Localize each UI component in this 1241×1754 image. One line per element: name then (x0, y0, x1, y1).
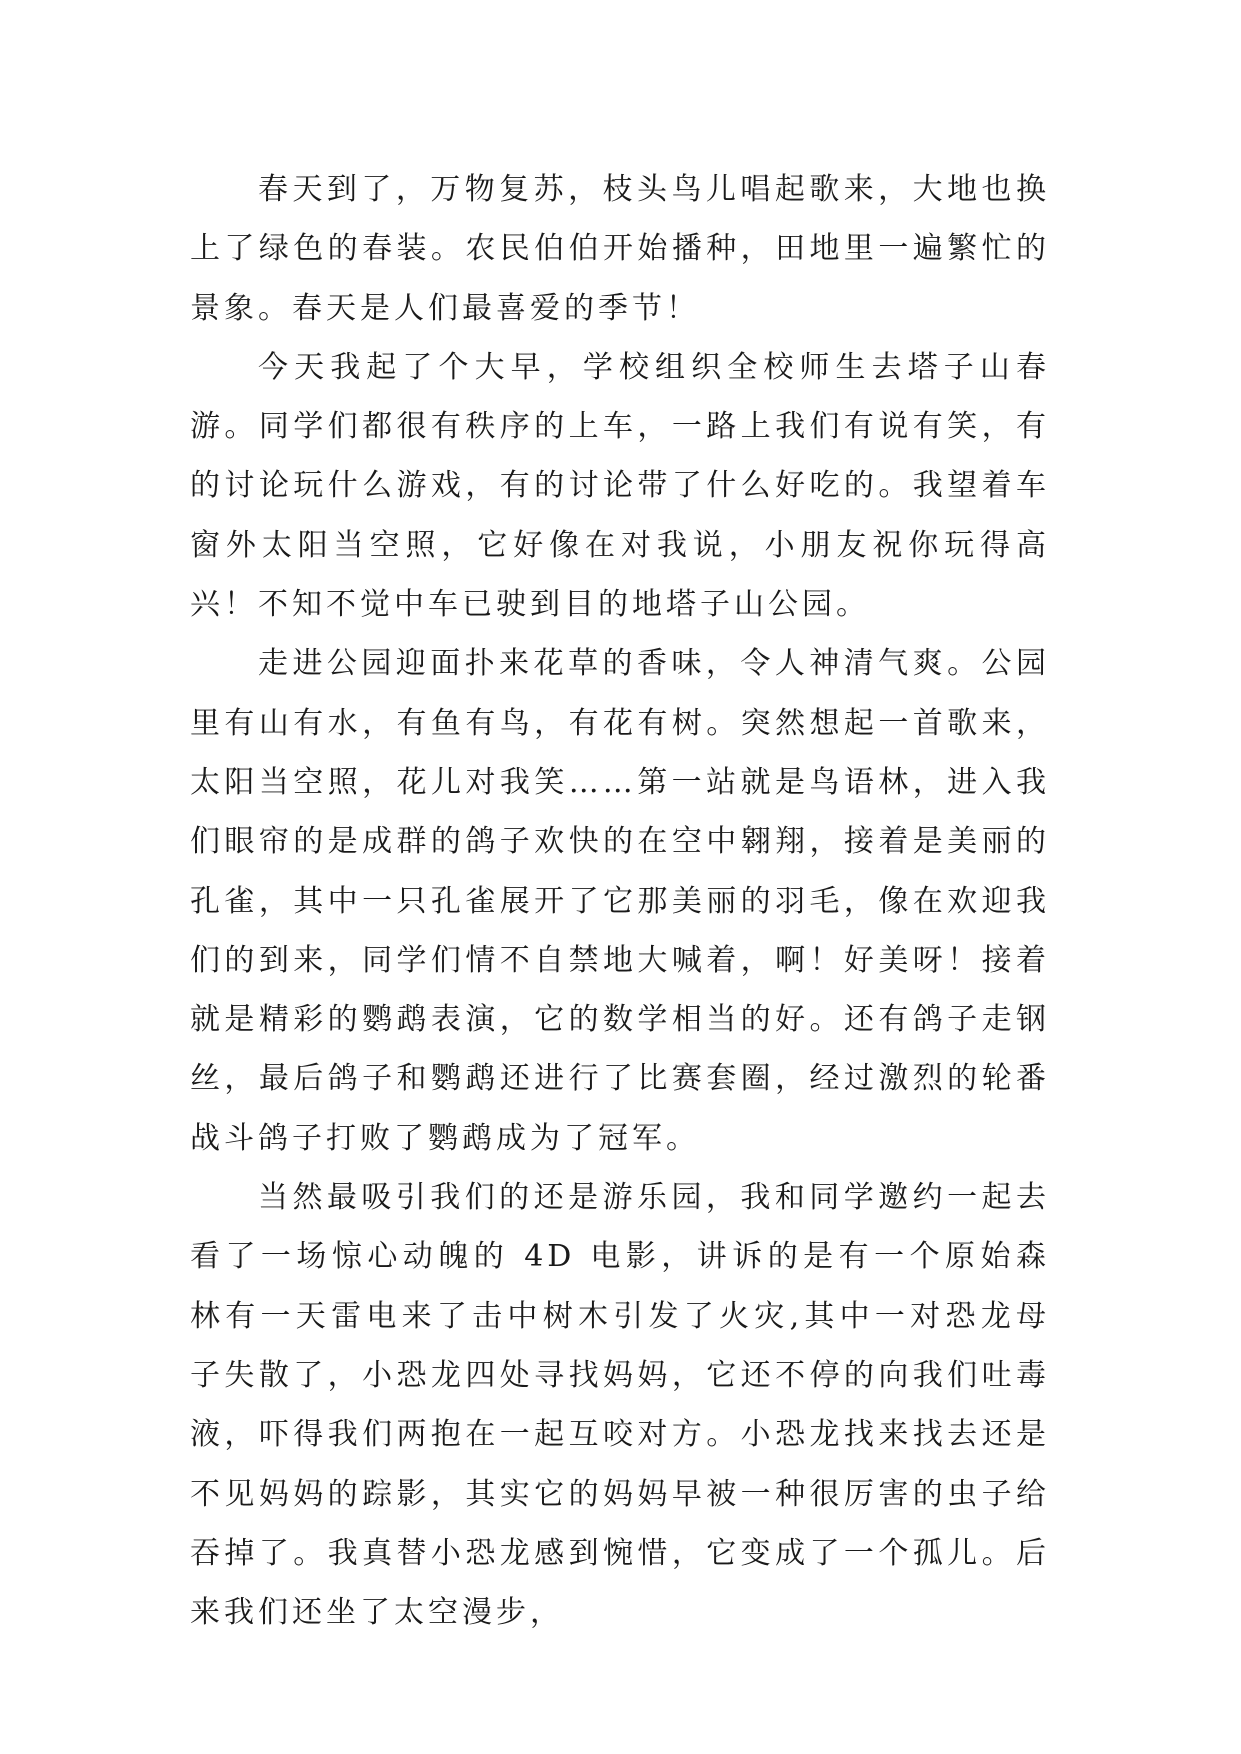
paragraph-spring-intro: 春天到了，万物复苏，枝头鸟儿唱起歌来，大地也换上了绿色的春装。农民伯伯开始播种，田地里一遍繁忙的景象。春天是人们最喜爱的季节！ (190, 172, 1050, 326)
paragraph-bus-trip: 今天我起了个大早，学校组织全校师生去塔子山春游。同学们都很有秩序的上车，一路上我们有说有笑，有的讨论玩什么游戏，有的讨论带了什么好吃的。我望着车窗外太阳当空照，它好像在对我说，小朋友祝你玩得高兴！不知不觉中车已驶到目的地塔子山公园。 (190, 349, 1050, 623)
paragraph-amusement-park: 当然最吸引我们的还是游乐园，我和同学邀约一起去看了一场惊心动魄的 4D 电影，讲诉的是有一个原始森林有一天雷电来了击中树木引发了火灾,其中一对恐龙母子失散了，小恐龙四处寻找妈妈，它还不停的向我们吐毒液，吓得我们两抱在一起互咬对方。小恐龙找来找去还是不见妈妈的踪影，其实它的妈妈早被一种很厉害的虫子给吞掉了。我真替小恐龙感到惋惜，它变成了一个孤儿。后来我们还坐了太空漫步， (190, 1180, 1050, 1631)
essay-body (190, 160, 1050, 1642)
paragraph-park-birds: 走进公园迎面扑来花草的香味，令人神清气爽。公园里有山有水，有鱼有鸟，有花有树。突然想起一首歌来，太阳当空照，花儿对我笑……第一站就是鸟语林，进入我们眼帘的是成群的鸽子欢快的在空中翱翔，接着是美丽的孔雀，其中一只孔雀展开了它那美丽的羽毛，像在欢迎我们的到来，同学们情不自禁地大喊着，啊！好美呀！接着就是精彩的鹦鹉表演，它的数学相当的好。还有鸽子走钢丝，最后鸽子和鹦鹉还进行了比赛套圈，经过激烈的轮番战斗鸽子打败了鹦鹉成为了冠军。 (190, 646, 1050, 1156)
